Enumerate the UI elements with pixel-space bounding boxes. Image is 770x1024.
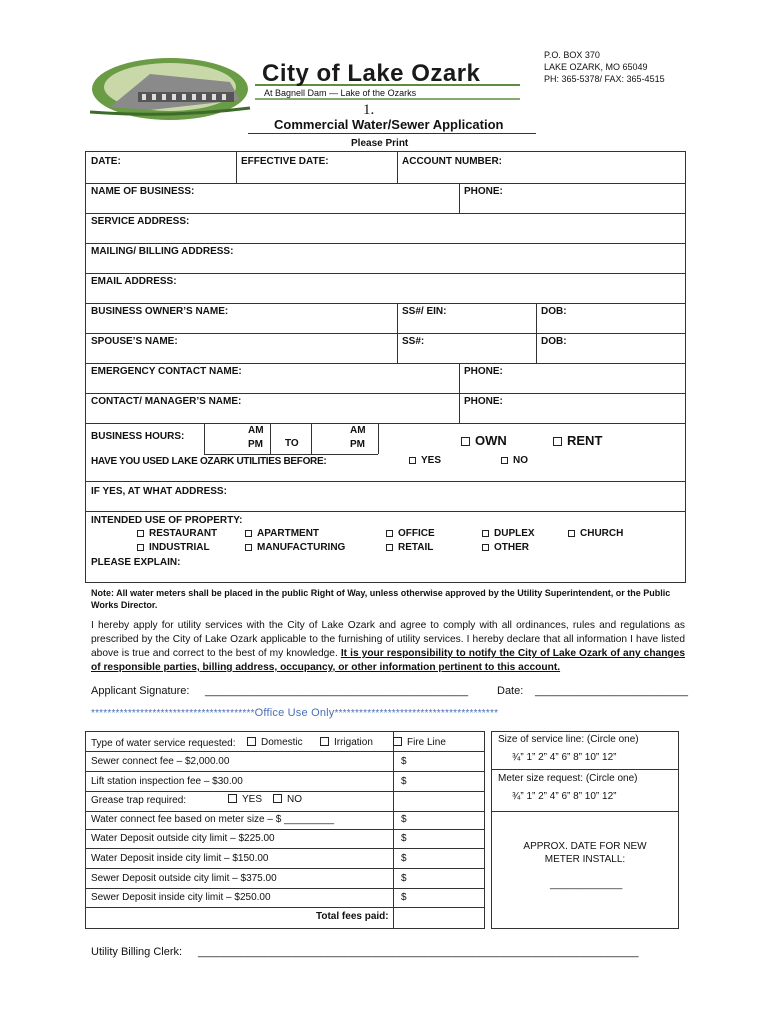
city-state: LAKE OZARK, MO 65049 [544,62,648,72]
checkbox-icon [568,530,575,537]
office-use-banner: ****************************************Office Use Only**************************************** [91,707,499,719]
email-address-field[interactable]: EMAIL ADDRESS: [91,276,177,287]
use-other-checkbox[interactable]: OTHER [482,542,529,553]
signature-label: Applicant Signature: [91,685,190,697]
service-type-label: Type of water service requested: [91,738,236,749]
business-phone-field[interactable]: PHONE: [464,186,503,197]
clerk-line[interactable]: ________________________________________________________________________ [198,946,639,958]
open-time-am[interactable]: AM [248,425,264,436]
approx-install-date-line[interactable]: _____________ [550,879,623,890]
grease-trap-label: Grease trap required: [91,795,187,806]
service-line-size-label: Size of service line: (Circle one) [498,734,639,745]
po-box: P.O. BOX 370 [544,50,600,60]
signature-line[interactable]: ___________________________________________ [205,685,469,697]
form-title: Commercial Water/Sewer Application [274,117,504,132]
checkbox-icon [320,737,329,746]
lift-station-fee: Lift station inspection fee – $30.00 [91,776,243,787]
checkbox-icon [228,794,237,803]
ss-ein-field[interactable]: SS#/ EIN: [402,306,447,317]
used-before-label: HAVE YOU USED LAKE OZARK UTILITIES BEFORE: [91,456,327,467]
water-deposit-outside-amount[interactable]: $ [401,833,407,844]
domestic-checkbox[interactable]: Domestic [247,737,303,748]
city-logo [90,52,530,122]
use-industrial-checkbox[interactable]: INDUSTRIAL [137,542,210,553]
open-time-pm[interactable]: PM [248,439,263,450]
checkbox-icon [393,737,402,746]
rent-checkbox-icon [553,437,562,446]
irrigation-checkbox[interactable]: Irrigation [320,737,373,748]
water-deposit-inside: Water Deposit inside city limit – $150.00 [91,853,269,864]
use-retail-checkbox[interactable]: RETAIL [386,542,433,553]
effective-date-field[interactable]: EFFECTIVE DATE: [241,156,329,167]
signature-date-label: Date: [497,685,524,697]
service-line-options[interactable]: ¾” 1” 2” 4” 6” 8” 10” 12” [512,752,617,763]
checkbox-icon [245,544,252,551]
service-address-field[interactable]: SERVICE ADDRESS: [91,216,190,227]
checkbox-icon [501,457,508,464]
title-underline [248,133,536,134]
owner-name-field[interactable]: BUSINESS OWNER’S NAME: [91,306,229,317]
agreement-paragraph [91,619,685,675]
page-mark: 1. [363,102,375,118]
sewer-deposit-inside-amount[interactable]: $ [401,892,407,903]
sewer-deposit-outside-amount[interactable]: $ [401,873,407,884]
intended-use-label: INTENDED USE OF PROPERTY: [91,515,243,526]
previous-address-field[interactable]: IF YES, AT WHAT ADDRESS: [91,486,227,497]
fire-line-checkbox[interactable]: Fire Line [393,737,446,748]
account-number-field[interactable]: ACCOUNT NUMBER: [402,156,502,167]
own-checkbox[interactable]: OWN [461,433,507,448]
agreement-emphasis: It is your responsibility to notify the City of Lake Ozark of any changes of responsible parties, billing address, occupancy, or other information pertinent to this account. [91,648,685,673]
clerk-label: Utility Billing Clerk: [91,946,183,958]
mailing-address-field[interactable]: MAILING/ BILLING ADDRESS: [91,246,234,257]
checkbox-icon [386,530,393,537]
used-before-no-checkbox[interactable]: NO [501,455,528,466]
water-connect-fee: Water connect fee based on meter size – $ _________ [91,814,335,825]
please-print: Please Print [351,138,409,149]
checkbox-icon [245,530,252,537]
meter-size-label: Meter size request: (Circle one) [498,773,638,784]
total-fees-label: Total fees paid: [316,911,389,922]
checkbox-icon [247,737,256,746]
owner-dob-field[interactable]: DOB: [541,306,567,317]
hours-to-label: TO [285,438,299,449]
grease-trap-no-checkbox[interactable]: NO [273,794,302,805]
checkbox-icon [386,544,393,551]
checkbox-icon [137,530,144,537]
spouse-dob-field[interactable]: DOB: [541,336,567,347]
close-time-am[interactable]: AM [350,425,366,436]
business-hours-label: BUSINESS HOURS: [91,431,185,442]
contact-manager-field[interactable]: CONTACT/ MANAGER’S NAME: [91,396,242,407]
use-office-checkbox[interactable]: OFFICE [386,528,435,539]
emergency-contact-field[interactable]: EMERGENCY CONTACT NAME: [91,366,242,377]
use-manufacturing-checkbox[interactable]: MANUFACTURING [245,542,345,553]
signature-date-line[interactable]: _________________________ [535,685,688,697]
own-checkbox-icon [461,437,470,446]
checkbox-icon [137,544,144,551]
manager-phone-field[interactable]: PHONE: [464,396,503,407]
water-deposit-outside: Water Deposit outside city limit – $225.00 [91,833,275,844]
business-name-field[interactable]: NAME OF BUSINESS: [91,186,195,197]
rent-checkbox[interactable]: RENT [553,433,602,448]
please-explain-field[interactable]: PLEASE EXPLAIN: [91,557,181,568]
use-church-checkbox[interactable]: CHURCH [568,528,623,539]
grease-trap-yes-checkbox[interactable]: YES [228,794,262,805]
meter-size-options[interactable]: ¾” 1” 2” 4” 6” 8” 10” 12” [512,791,617,802]
sewer-deposit-outside: Sewer Deposit outside city limit – $375.00 [91,873,277,884]
sewer-connect-fee: Sewer connect fee – $2,000.00 [91,756,230,767]
phone-fax: PH: 365-5378/ FAX: 365-4515 [544,74,665,84]
meter-note: Note: All water meters shall be placed in the public Right of Way, unless otherwise approved by the Utility Superintendent, or the Public Works Director. [91,588,671,610]
sewer-deposit-inside: Sewer Deposit inside city limit – $250.00 [91,892,271,903]
close-time-pm[interactable]: PM [350,439,365,450]
spouse-ss-field[interactable]: SS#: [402,336,425,347]
lift-station-amount[interactable]: $ [401,776,407,787]
spouse-name-field[interactable]: SPOUSE’S NAME: [91,336,178,347]
used-before-yes-checkbox[interactable]: YES [409,455,441,466]
sewer-connect-amount[interactable]: $ [401,756,407,767]
checkbox-icon [482,530,489,537]
agreement-text: I hereby apply for utility services with the City of Lake Ozark and agree to comply with all ordinances, rules and regulations as prescribed by the City of Lake Ozark applicable to the furnishing of utility services. I hereby declare that all information I have listed above is true and correct to the best of my knowledge. [91,620,685,659]
logo-title: City of Lake Ozark [262,60,481,87]
checkbox-icon [482,544,489,551]
use-restaurant-checkbox[interactable]: RESTAURANT [137,528,217,539]
water-connect-amount[interactable]: $ [401,814,407,825]
date-field[interactable]: DATE: [91,156,121,167]
checkbox-icon [409,457,416,464]
approx-install-date: APPROX. DATE FOR NEW METER INSTALL: [523,841,647,865]
use-apartment-checkbox[interactable]: APARTMENT [245,528,319,539]
logo-subtitle: At Bagnell Dam — Lake of the Ozarks [264,88,417,98]
emergency-phone-field[interactable]: PHONE: [464,366,503,377]
water-deposit-inside-amount[interactable]: $ [401,853,407,864]
checkbox-icon [273,794,282,803]
use-duplex-checkbox[interactable]: DUPLEX [482,528,535,539]
